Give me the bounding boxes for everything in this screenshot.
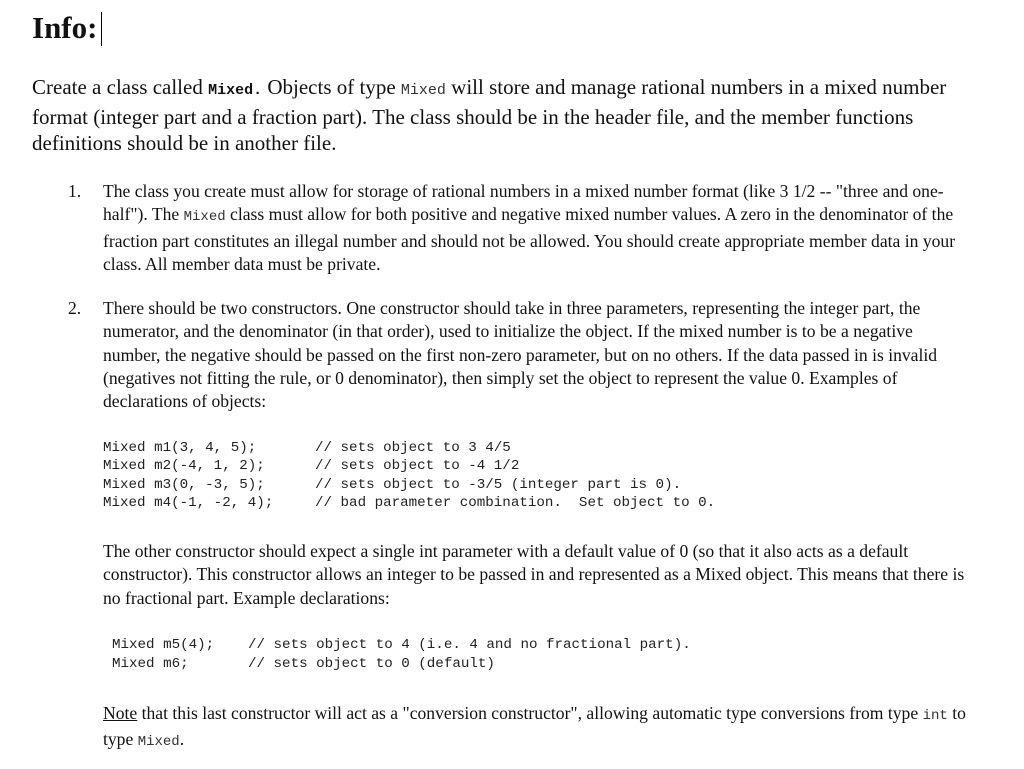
note-paragraph [103,702,983,755]
code-decl: Mixed m1(3, 4, 5); [103,440,257,456]
paragraph-default-constructor: The other constructor should expect a single int parameter with a default value of 0 (so that it also acts as a default constructor). This constructor allows an integer to be passed in and represented as a Mixed object. This means that there is no fractional part. Example declarations: [103,541,965,608]
note-text-1: that this last constructor will act as a "conversion constructor", allowing automatic type conversions from type [137,703,923,723]
list-item-text: There should be two constructors. One constructor should take in three parameters, representing the integer part, the numerator, and the denominator (in that order), used to initialize the object. If the mixed number is to be a negative number, the negative should be passed on the first non-zero parameter, but on no others. If the data passed in is invalid (negatives not fitting the rule, or 0 denominator), then simply set the object to represent the value 0. Examples of declarations of objects: [103,298,938,412]
item1-code: Mixed [183,209,226,226]
intro-text-2: Objects of type [262,75,401,99]
note-text-2: to type [103,703,966,750]
intro-type-name: Mixed [400,82,446,99]
item1-text-1: The class you create must allow for storage of rational numbers in a mixed number format (like 3 1/2 -- "three and one-half"). The [103,181,944,225]
intro-class-name: Mixed. [208,82,263,99]
code-comment: // bad parameter combination. Set object to 0. [315,494,716,511]
code-comment: // sets object to 4 (i.e. 4 and no fractional part). [248,637,691,653]
code-decl: Mixed m4(-1, -2, 4); [103,494,274,511]
intro-text-3: will store and manage rational numbers in a mixed number format (integer part and a fraction part). The class should be in the header file, and the member functions definitions should be in another file. [32,75,947,155]
list-item-text [103,180,973,276]
list-item-number: 2. [68,298,82,318]
code-block-constructors [103,439,803,513]
item1-text-2: class must allow for both positive and negative mixed number values. A zero in the denominator of the fraction part constitutes an illegal number and should not be allowed. You should create appropriate member data in your class. All member data must be private. [103,204,956,274]
note-code-mixed: Mixed [137,734,180,751]
code-decl: Mixed m2(-4, 1, 2); [103,458,265,475]
note-code-int: int [922,708,948,724]
code-decl: Mixed m6; [112,656,189,672]
code-block-default-constructor [112,636,812,676]
note-label: Note [103,703,138,723]
list-item-number: 1. [68,181,82,201]
note-text-3: . [179,729,185,750]
text-cursor [101,12,102,46]
code-comment: // sets object to 0 (default) [248,656,495,672]
intro-paragraph [32,74,982,156]
code-comment: // sets object to 3 4/5 [315,440,511,456]
code-comment: // sets object to -3/5 (integer part is 0). [315,476,682,493]
code-comment: // sets object to -4 1/2 [315,458,520,475]
intro-text-1: Create a class called [32,75,209,99]
page-title: Info: [32,10,98,45]
code-decl: Mixed m3(0, -3, 5); [103,476,265,493]
code-decl: Mixed m5(4); [112,637,215,653]
